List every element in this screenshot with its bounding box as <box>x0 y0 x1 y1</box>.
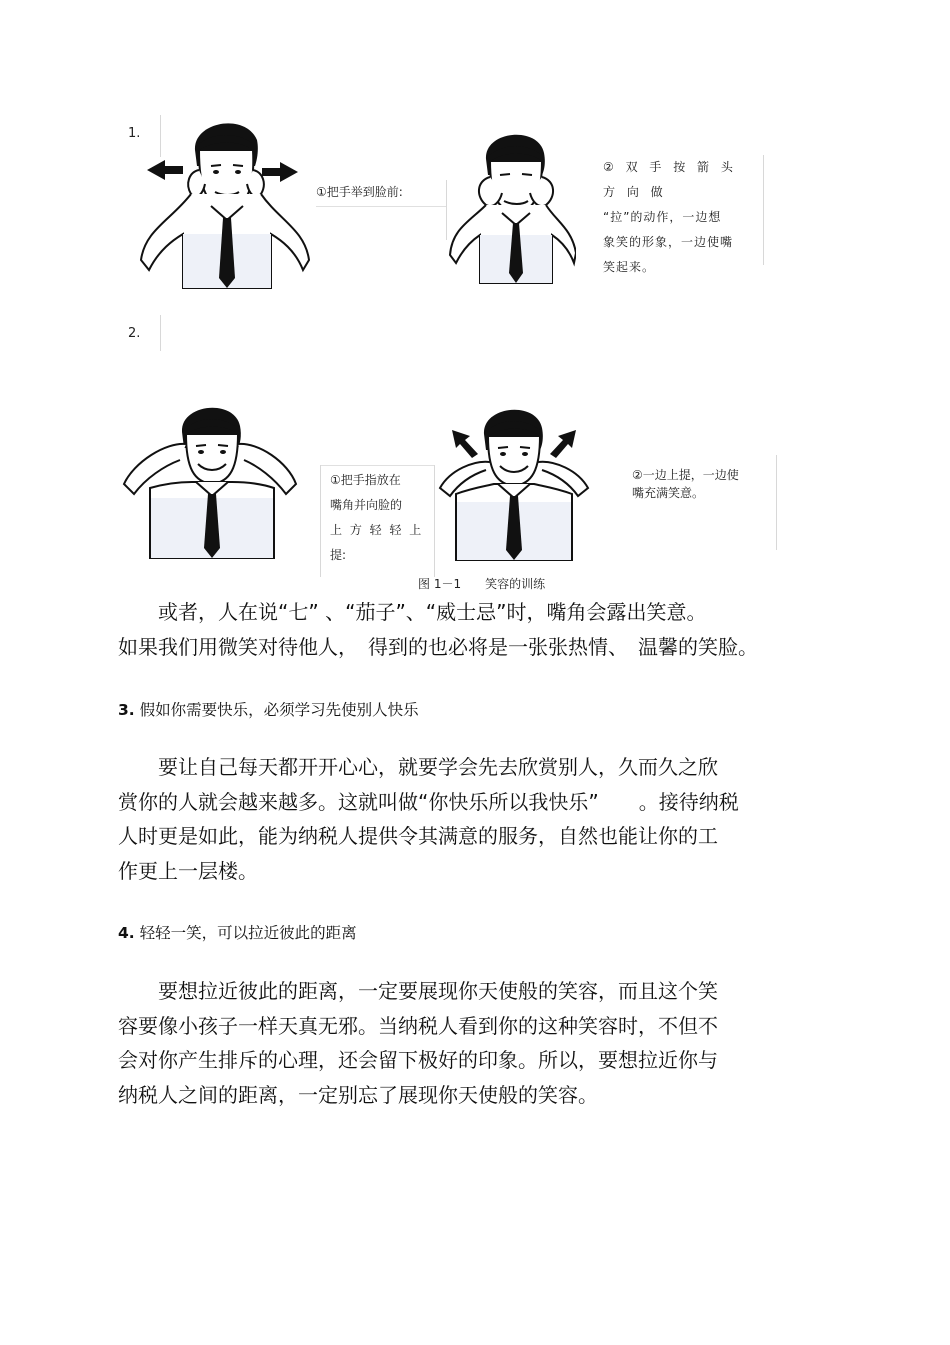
paragraph-section-3: 要让自己每天都开开心心，就要学会先去欣赏别人，久而久之欣 赏你的人就会越来越多。这就叫做“你快乐所以我快乐” 。接待纳税 人时更是如此，能为纳税人提供令其满意的服务，自然也能让你的工 作更上一层楼。 <box>118 755 739 883</box>
section-4-title: 轻轻一笑，可以拉近彼此的距离 <box>139 924 357 942</box>
divider <box>320 465 434 466</box>
section-4-number: 4. <box>118 924 135 942</box>
divider <box>160 315 161 351</box>
figure-row2-number: 2. <box>128 326 141 341</box>
figure-row2-caption-a: ①把手指放在 嘴角并向脸的 上 方 轻 轻 上 提: <box>330 473 424 562</box>
section-3-title: 假如你需要快乐，必须学习先使别人快乐 <box>139 701 419 719</box>
figure-row1-caption-a: ①把手举到脸前: <box>316 185 403 199</box>
section-4-heading <box>118 921 357 943</box>
divider <box>316 206 446 207</box>
illustration-pulling-cheeks <box>446 125 576 285</box>
illustration-hands-to-face <box>135 110 310 292</box>
paragraph-section-4: 要想拉近彼此的距离，一定要展现你天使般的笑容，而且这个笑 容要像小孩子一样天真无邪。当纳税人看到你的这种笑容时，不但不 会对你产生排斥的心理，还会留下极好的印象。所以，要想拉近你与 纳税人之间的距离，一定别忘了展现你天使般的笑容。 <box>118 979 718 1107</box>
paragraph-1: 或者，人在说“七” 、“茄子”、“威士忌”时，嘴角会露出笑意。 如果我们用微笑对待他人， 得到的也必将是一张张热情、 温馨的笑脸。 <box>118 600 758 659</box>
divider <box>776 455 777 550</box>
figure-row2-caption-b: ②一边上提，一边使 嘴充满笑意。 <box>632 468 739 500</box>
section-3-number: 3. <box>118 701 135 719</box>
divider <box>320 465 321 577</box>
figure-row1-caption-b: ② 双 手 按 箭 头 方 向 做 “拉”的动作，一边想 象笑的形象，一边使嘴 笑起来。 <box>603 160 737 274</box>
figure-caption: 图 1－1 笑容的训练 <box>418 577 546 591</box>
section-3-heading <box>118 698 419 720</box>
illustration-lifting-smile <box>430 400 595 562</box>
illustration-fingers-at-mouth <box>120 398 300 560</box>
figure-row1-number: 1. <box>128 126 141 141</box>
divider <box>763 155 764 265</box>
